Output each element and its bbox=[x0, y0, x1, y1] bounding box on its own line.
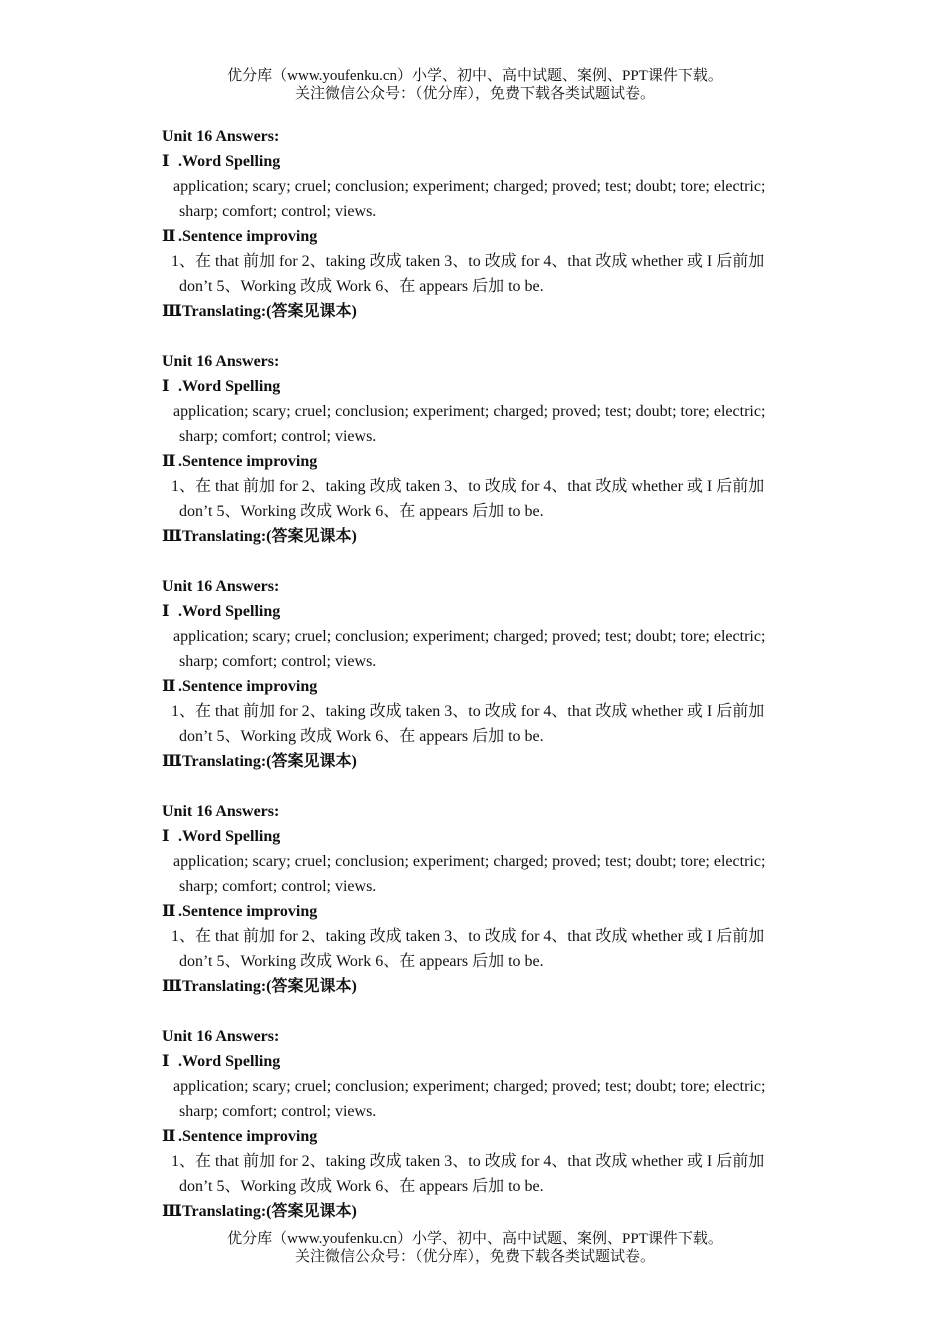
word-spelling-answers-line1: application; scary; cruel; conclusion; experiment; charged; proved; test; doubt; tore; electric; bbox=[173, 628, 766, 645]
sentence-improving-line1: 1、在 that 前加 for 2、taking 改成 taken 3、to 改成 for 4、that 改成 whether 或 I 后前加 bbox=[171, 478, 765, 495]
section-heading-sentence-improving: Ⅱ .Sentence improving bbox=[162, 453, 318, 470]
footer-line-1: 优分库（www.youfenku.cn）小学、初中、高中试题、案例、PPT课件下载。 bbox=[227, 1231, 723, 1247]
section-heading-word-spelling: Ⅰ .Word Spelling bbox=[162, 603, 281, 620]
sentence-improving-line2: don’t 5、Working 改成 Work 6、在 appears 后加 to be. bbox=[179, 728, 544, 745]
unit-title: Unit 16 Answers: bbox=[162, 803, 280, 820]
section-heading-translating: Ⅲ.Translating:(答案见课本) bbox=[162, 303, 357, 320]
header-line-2: 关注微信公众号：（优分库），免费下载各类试题试卷。 bbox=[294, 86, 655, 102]
answer-block bbox=[162, 124, 812, 324]
sentence-improving-line1: 1、在 that 前加 for 2、taking 改成 taken 3、to 改成 for 4、that 改成 whether 或 I 后前加 bbox=[171, 703, 765, 720]
word-spelling-answers-line1: application; scary; cruel; conclusion; experiment; charged; proved; test; doubt; tore; electric; bbox=[173, 853, 766, 870]
section-heading-sentence-improving: Ⅱ .Sentence improving bbox=[162, 903, 318, 920]
sentence-improving-line1: 1、在 that 前加 for 2、taking 改成 taken 3、to 改成 for 4、that 改成 whether 或 I 后前加 bbox=[171, 928, 765, 945]
answer-block bbox=[162, 799, 812, 999]
unit-title: Unit 16 Answers: bbox=[162, 353, 280, 370]
section-heading-word-spelling: Ⅰ .Word Spelling bbox=[162, 1053, 281, 1070]
section-heading-sentence-improving: Ⅱ .Sentence improving bbox=[162, 678, 318, 695]
answer-block bbox=[162, 1024, 812, 1224]
section-heading-word-spelling: Ⅰ .Word Spelling bbox=[162, 153, 281, 170]
sentence-improving-line1: 1、在 that 前加 for 2、taking 改成 taken 3、to 改成 for 4、that 改成 whether 或 I 后前加 bbox=[171, 1153, 765, 1170]
unit-title: Unit 16 Answers: bbox=[162, 1028, 280, 1045]
sentence-improving-line2: don’t 5、Working 改成 Work 6、在 appears 后加 to be. bbox=[179, 278, 544, 295]
section-heading-translating: Ⅲ.Translating:(答案见课本) bbox=[162, 528, 357, 545]
word-spelling-answers-line2: sharp; comfort; control; views. bbox=[179, 878, 377, 895]
answer-content bbox=[162, 124, 812, 1249]
word-spelling-answers-line1: application; scary; cruel; conclusion; experiment; charged; proved; test; doubt; tore; electric; bbox=[173, 178, 766, 195]
sentence-improving-line2: don’t 5、Working 改成 Work 6、在 appears 后加 to be. bbox=[179, 953, 544, 970]
section-heading-translating: Ⅲ.Translating:(答案见课本) bbox=[162, 1203, 357, 1220]
page-footer bbox=[0, 1230, 950, 1266]
word-spelling-answers-line2: sharp; comfort; control; views. bbox=[179, 653, 377, 670]
sentence-improving-line2: don’t 5、Working 改成 Work 6、在 appears 后加 to be. bbox=[179, 503, 544, 520]
answer-block bbox=[162, 349, 812, 549]
word-spelling-answers-line2: sharp; comfort; control; views. bbox=[179, 1103, 377, 1120]
section-heading-sentence-improving: Ⅱ .Sentence improving bbox=[162, 228, 318, 245]
word-spelling-answers-line2: sharp; comfort; control; views. bbox=[179, 428, 377, 445]
word-spelling-answers-line1: application; scary; cruel; conclusion; experiment; charged; proved; test; doubt; tore; electric; bbox=[173, 403, 766, 420]
footer-line-2: 关注微信公众号：（优分库），免费下载各类试题试卷。 bbox=[294, 1249, 655, 1265]
unit-title: Unit 16 Answers: bbox=[162, 578, 280, 595]
answer-block bbox=[162, 574, 812, 774]
page-header bbox=[0, 67, 950, 103]
section-heading-word-spelling: Ⅰ .Word Spelling bbox=[162, 378, 281, 395]
section-heading-word-spelling: Ⅰ .Word Spelling bbox=[162, 828, 281, 845]
sentence-improving-line2: don’t 5、Working 改成 Work 6、在 appears 后加 to be. bbox=[179, 1178, 544, 1195]
unit-title: Unit 16 Answers: bbox=[162, 128, 280, 145]
word-spelling-answers-line1: application; scary; cruel; conclusion; experiment; charged; proved; test; doubt; tore; electric; bbox=[173, 1078, 766, 1095]
section-heading-sentence-improving: Ⅱ .Sentence improving bbox=[162, 1128, 318, 1145]
header-line-1: 优分库（www.youfenku.cn）小学、初中、高中试题、案例、PPT课件下载。 bbox=[227, 68, 723, 84]
section-heading-translating: Ⅲ.Translating:(答案见课本) bbox=[162, 753, 357, 770]
section-heading-translating: Ⅲ.Translating:(答案见课本) bbox=[162, 978, 357, 995]
sentence-improving-line1: 1、在 that 前加 for 2、taking 改成 taken 3、to 改成 for 4、that 改成 whether 或 I 后前加 bbox=[171, 253, 765, 270]
word-spelling-answers-line2: sharp; comfort; control; views. bbox=[179, 203, 377, 220]
